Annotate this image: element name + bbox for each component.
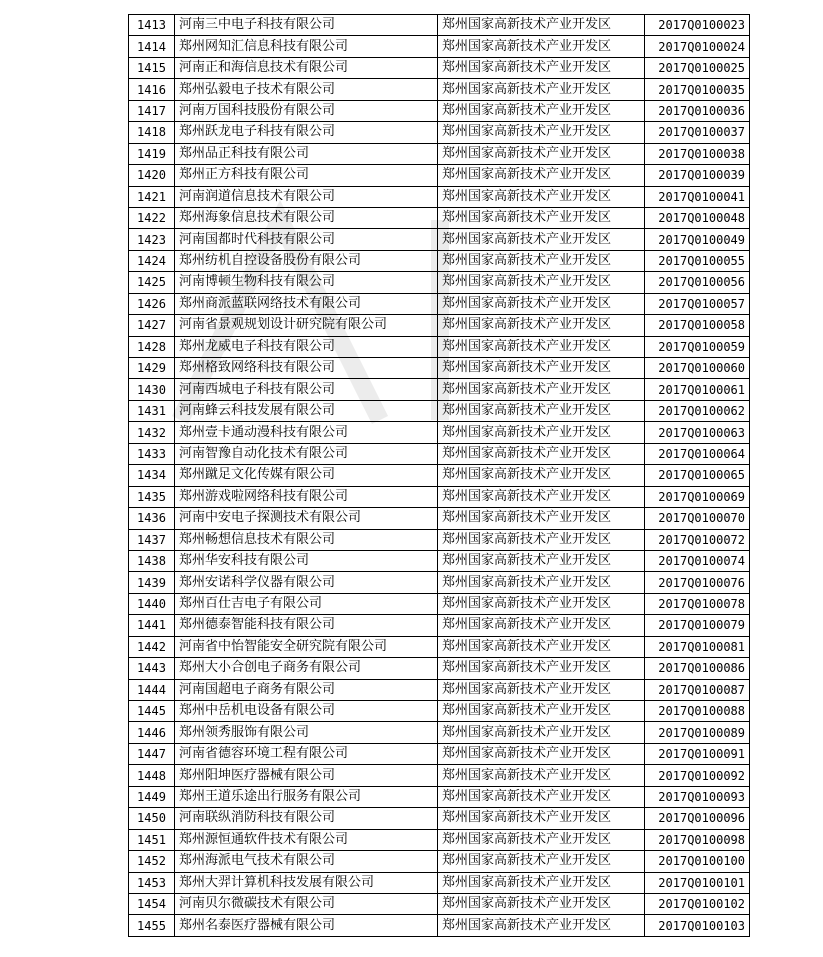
table-row — [129, 315, 750, 336]
company-name: 河南省中怡智能安全研究院有限公司 — [175, 636, 438, 657]
row-number: 1437 — [129, 529, 175, 550]
company-name: 郑州阳坤医疗器械有限公司 — [175, 765, 438, 786]
registration-code: 2017Q0100072 — [645, 529, 750, 550]
development-zone: 郑州国家高新技术产业开发区 — [438, 207, 645, 228]
registration-code: 2017Q0100076 — [645, 572, 750, 593]
development-zone: 郑州国家高新技术产业开发区 — [438, 400, 645, 421]
registration-code: 2017Q0100087 — [645, 679, 750, 700]
company-name: 河南蜂云科技发展有限公司 — [175, 400, 438, 421]
table-row — [129, 572, 750, 593]
table-row — [129, 15, 750, 36]
row-number: 1431 — [129, 400, 175, 421]
table-row — [129, 829, 750, 850]
table-row — [129, 422, 750, 443]
company-name: 河南联纵消防科技有限公司 — [175, 808, 438, 829]
company-name: 郑州正方科技有限公司 — [175, 165, 438, 186]
company-name: 河南正和海信息技术有限公司 — [175, 57, 438, 78]
table-row — [129, 615, 750, 636]
company-name: 河南博顿生物科技有限公司 — [175, 272, 438, 293]
table-row — [129, 679, 750, 700]
company-name: 河南省德容环境工程有限公司 — [175, 743, 438, 764]
table-row — [129, 122, 750, 143]
row-number: 1451 — [129, 829, 175, 850]
company-name: 河南国超电子商务有限公司 — [175, 679, 438, 700]
development-zone: 郑州国家高新技术产业开发区 — [438, 615, 645, 636]
table-row — [129, 486, 750, 507]
registration-code: 2017Q0100091 — [645, 743, 750, 764]
company-name: 郑州网知汇信息科技有限公司 — [175, 36, 438, 57]
development-zone: 郑州国家高新技术产业开发区 — [438, 786, 645, 807]
development-zone: 郑州国家高新技术产业开发区 — [438, 57, 645, 78]
table-row — [129, 100, 750, 121]
row-number: 1428 — [129, 336, 175, 357]
development-zone: 郑州国家高新技术产业开发区 — [438, 229, 645, 250]
table-row — [129, 186, 750, 207]
company-name: 河南润道信息技术有限公司 — [175, 186, 438, 207]
table-row — [129, 293, 750, 314]
table-row — [129, 250, 750, 271]
company-name: 河南贝尔微碳技术有限公司 — [175, 893, 438, 914]
table-row — [129, 79, 750, 100]
company-name: 郑州华安科技有限公司 — [175, 550, 438, 571]
development-zone: 郑州国家高新技术产业开发区 — [438, 36, 645, 57]
registration-code: 2017Q0100062 — [645, 400, 750, 421]
registration-code: 2017Q0100065 — [645, 465, 750, 486]
table-row — [129, 743, 750, 764]
row-number: 1422 — [129, 207, 175, 228]
row-number: 1455 — [129, 915, 175, 936]
company-name: 郑州大小合创电子商务有限公司 — [175, 658, 438, 679]
development-zone: 郑州国家高新技术产业开发区 — [438, 829, 645, 850]
row-number: 1432 — [129, 422, 175, 443]
development-zone: 郑州国家高新技术产业开发区 — [438, 79, 645, 100]
company-name: 郑州畅想信息技术有限公司 — [175, 529, 438, 550]
registration-code: 2017Q0100035 — [645, 79, 750, 100]
registration-code: 2017Q0100048 — [645, 207, 750, 228]
row-number: 1415 — [129, 57, 175, 78]
registration-code: 2017Q0100089 — [645, 722, 750, 743]
development-zone: 郑州国家高新技术产业开发区 — [438, 550, 645, 571]
company-name: 郑州大羿计算机科技发展有限公司 — [175, 872, 438, 893]
table-row — [129, 336, 750, 357]
registration-code: 2017Q0100049 — [645, 229, 750, 250]
table-row — [129, 207, 750, 228]
development-zone: 郑州国家高新技术产业开发区 — [438, 486, 645, 507]
registration-code: 2017Q0100057 — [645, 293, 750, 314]
row-number: 1413 — [129, 15, 175, 36]
row-number: 1442 — [129, 636, 175, 657]
development-zone: 郑州国家高新技术产业开发区 — [438, 722, 645, 743]
development-zone: 郑州国家高新技术产业开发区 — [438, 743, 645, 764]
row-number: 1419 — [129, 143, 175, 164]
table-row — [129, 593, 750, 614]
registration-code: 2017Q0100079 — [645, 615, 750, 636]
development-zone: 郑州国家高新技术产业开发区 — [438, 272, 645, 293]
company-name: 郑州壹卡通动漫科技有限公司 — [175, 422, 438, 443]
development-zone: 郑州国家高新技术产业开发区 — [438, 100, 645, 121]
registration-code: 2017Q0100056 — [645, 272, 750, 293]
table-row — [129, 658, 750, 679]
table-row — [129, 400, 750, 421]
table-row — [129, 443, 750, 464]
row-number: 1424 — [129, 250, 175, 271]
development-zone: 郑州国家高新技术产业开发区 — [438, 808, 645, 829]
development-zone: 郑州国家高新技术产业开发区 — [438, 122, 645, 143]
table-row — [129, 508, 750, 529]
registration-code: 2017Q0100102 — [645, 893, 750, 914]
company-name: 郑州中岳机电设备有限公司 — [175, 701, 438, 722]
company-name: 郑州德泰智能科技有限公司 — [175, 615, 438, 636]
row-number: 1450 — [129, 808, 175, 829]
row-number: 1447 — [129, 743, 175, 764]
company-name: 河南省景观规划设计研究院有限公司 — [175, 315, 438, 336]
registration-code: 2017Q0100038 — [645, 143, 750, 164]
company-name: 郑州源恒通软件技术有限公司 — [175, 829, 438, 850]
table-row — [129, 722, 750, 743]
company-name: 河南万国科技股份有限公司 — [175, 100, 438, 121]
registration-code: 2017Q0100060 — [645, 358, 750, 379]
row-number: 1418 — [129, 122, 175, 143]
company-name: 郑州王道乐途出行服务有限公司 — [175, 786, 438, 807]
table-row — [129, 893, 750, 914]
table-row — [129, 701, 750, 722]
row-number: 1423 — [129, 229, 175, 250]
table-row — [129, 915, 750, 936]
row-number: 1417 — [129, 100, 175, 121]
development-zone: 郑州国家高新技术产业开发区 — [438, 851, 645, 872]
table-row — [129, 872, 750, 893]
development-zone: 郑州国家高新技术产业开发区 — [438, 143, 645, 164]
company-name: 河南三中电子科技有限公司 — [175, 15, 438, 36]
registration-code: 2017Q0100074 — [645, 550, 750, 571]
table-row — [129, 36, 750, 57]
development-zone: 郑州国家高新技术产业开发区 — [438, 336, 645, 357]
company-name: 郑州游戏啦网络科技有限公司 — [175, 486, 438, 507]
company-name: 郑州跃龙电子科技有限公司 — [175, 122, 438, 143]
row-number: 1438 — [129, 550, 175, 571]
development-zone: 郑州国家高新技术产业开发区 — [438, 701, 645, 722]
company-name: 郑州品正科技有限公司 — [175, 143, 438, 164]
registration-table-body — [129, 15, 750, 937]
registration-code: 2017Q0100024 — [645, 36, 750, 57]
development-zone: 郑州国家高新技术产业开发区 — [438, 358, 645, 379]
company-name: 河南国都时代科技有限公司 — [175, 229, 438, 250]
registration-code: 2017Q0100093 — [645, 786, 750, 807]
row-number: 1425 — [129, 272, 175, 293]
development-zone: 郑州国家高新技术产业开发区 — [438, 765, 645, 786]
row-number: 1434 — [129, 465, 175, 486]
row-number: 1414 — [129, 36, 175, 57]
registration-code: 2017Q0100086 — [645, 658, 750, 679]
company-name: 郑州商派蓝联网络技术有限公司 — [175, 293, 438, 314]
registration-code: 2017Q0100058 — [645, 315, 750, 336]
company-name: 河南中安电子探测技术有限公司 — [175, 508, 438, 529]
table-row — [129, 636, 750, 657]
registration-code: 2017Q0100098 — [645, 829, 750, 850]
development-zone: 郑州国家高新技术产业开发区 — [438, 658, 645, 679]
development-zone: 郑州国家高新技术产业开发区 — [438, 529, 645, 550]
registration-table — [128, 14, 750, 937]
row-number: 1446 — [129, 722, 175, 743]
company-name: 郑州海派电气技术有限公司 — [175, 851, 438, 872]
table-row — [129, 272, 750, 293]
row-number: 1443 — [129, 658, 175, 679]
development-zone: 郑州国家高新技术产业开发区 — [438, 572, 645, 593]
development-zone: 郑州国家高新技术产业开发区 — [438, 422, 645, 443]
registration-code: 2017Q0100055 — [645, 250, 750, 271]
development-zone: 郑州国家高新技术产业开发区 — [438, 915, 645, 936]
development-zone: 郑州国家高新技术产业开发区 — [438, 636, 645, 657]
registration-code: 2017Q0100100 — [645, 851, 750, 872]
company-name: 郑州格致网络科技有限公司 — [175, 358, 438, 379]
table-row — [129, 808, 750, 829]
company-name: 郑州纺机自控设备股份有限公司 — [175, 250, 438, 271]
development-zone: 郑州国家高新技术产业开发区 — [438, 443, 645, 464]
row-number: 1448 — [129, 765, 175, 786]
table-row — [129, 465, 750, 486]
table-row — [129, 358, 750, 379]
registration-code: 2017Q0100059 — [645, 336, 750, 357]
table-row — [129, 57, 750, 78]
registration-code: 2017Q0100081 — [645, 636, 750, 657]
company-name: 郑州名泰医疗器械有限公司 — [175, 915, 438, 936]
development-zone: 郑州国家高新技术产业开发区 — [438, 593, 645, 614]
development-zone: 郑州国家高新技术产业开发区 — [438, 872, 645, 893]
registration-code: 2017Q0100039 — [645, 165, 750, 186]
table-row — [129, 765, 750, 786]
registration-code: 2017Q0100070 — [645, 508, 750, 529]
row-number: 1444 — [129, 679, 175, 700]
registration-code: 2017Q0100036 — [645, 100, 750, 121]
table-row — [129, 165, 750, 186]
table-row — [129, 143, 750, 164]
registration-code: 2017Q0100092 — [645, 765, 750, 786]
company-name: 郑州蹴足文化传媒有限公司 — [175, 465, 438, 486]
registration-code: 2017Q0100069 — [645, 486, 750, 507]
row-number: 1452 — [129, 851, 175, 872]
registration-code: 2017Q0100023 — [645, 15, 750, 36]
row-number: 1435 — [129, 486, 175, 507]
registration-code: 2017Q0100041 — [645, 186, 750, 207]
registration-code: 2017Q0100078 — [645, 593, 750, 614]
company-name: 郑州百仕吉电子有限公司 — [175, 593, 438, 614]
development-zone: 郑州国家高新技术产业开发区 — [438, 250, 645, 271]
table-row — [129, 229, 750, 250]
registration-code: 2017Q0100096 — [645, 808, 750, 829]
development-zone: 郑州国家高新技术产业开发区 — [438, 379, 645, 400]
development-zone: 郑州国家高新技术产业开发区 — [438, 679, 645, 700]
registration-code: 2017Q0100037 — [645, 122, 750, 143]
table-row — [129, 379, 750, 400]
company-name: 郑州安诺科学仪器有限公司 — [175, 572, 438, 593]
registration-code: 2017Q0100061 — [645, 379, 750, 400]
row-number: 1440 — [129, 593, 175, 614]
row-number: 1441 — [129, 615, 175, 636]
company-name: 河南智豫自动化技术有限公司 — [175, 443, 438, 464]
row-number: 1445 — [129, 701, 175, 722]
development-zone: 郑州国家高新技术产业开发区 — [438, 508, 645, 529]
row-number: 1427 — [129, 315, 175, 336]
development-zone: 郑州国家高新技术产业开发区 — [438, 165, 645, 186]
row-number: 1454 — [129, 893, 175, 914]
table-row — [129, 786, 750, 807]
company-name: 郑州龙威电子科技有限公司 — [175, 336, 438, 357]
row-number: 1426 — [129, 293, 175, 314]
row-number: 1420 — [129, 165, 175, 186]
row-number: 1439 — [129, 572, 175, 593]
table-row — [129, 851, 750, 872]
row-number: 1421 — [129, 186, 175, 207]
registration-code: 2017Q0100063 — [645, 422, 750, 443]
development-zone: 郑州国家高新技术产业开发区 — [438, 465, 645, 486]
row-number: 1449 — [129, 786, 175, 807]
row-number: 1429 — [129, 358, 175, 379]
registration-code: 2017Q0100101 — [645, 872, 750, 893]
company-name: 郑州弘毅电子技术有限公司 — [175, 79, 438, 100]
table-row — [129, 550, 750, 571]
registration-code: 2017Q0100088 — [645, 701, 750, 722]
company-name: 郑州海象信息技术有限公司 — [175, 207, 438, 228]
row-number: 1433 — [129, 443, 175, 464]
registration-code: 2017Q0100103 — [645, 915, 750, 936]
development-zone: 郑州国家高新技术产业开发区 — [438, 293, 645, 314]
row-number: 1453 — [129, 872, 175, 893]
company-name: 河南西城电子科技有限公司 — [175, 379, 438, 400]
registration-code: 2017Q0100025 — [645, 57, 750, 78]
row-number: 1416 — [129, 79, 175, 100]
table-row — [129, 529, 750, 550]
development-zone: 郑州国家高新技术产业开发区 — [438, 315, 645, 336]
registration-code: 2017Q0100064 — [645, 443, 750, 464]
development-zone: 郑州国家高新技术产业开发区 — [438, 15, 645, 36]
development-zone: 郑州国家高新技术产业开发区 — [438, 893, 645, 914]
row-number: 1436 — [129, 508, 175, 529]
development-zone: 郑州国家高新技术产业开发区 — [438, 186, 645, 207]
row-number: 1430 — [129, 379, 175, 400]
company-name: 郑州领秀服饰有限公司 — [175, 722, 438, 743]
